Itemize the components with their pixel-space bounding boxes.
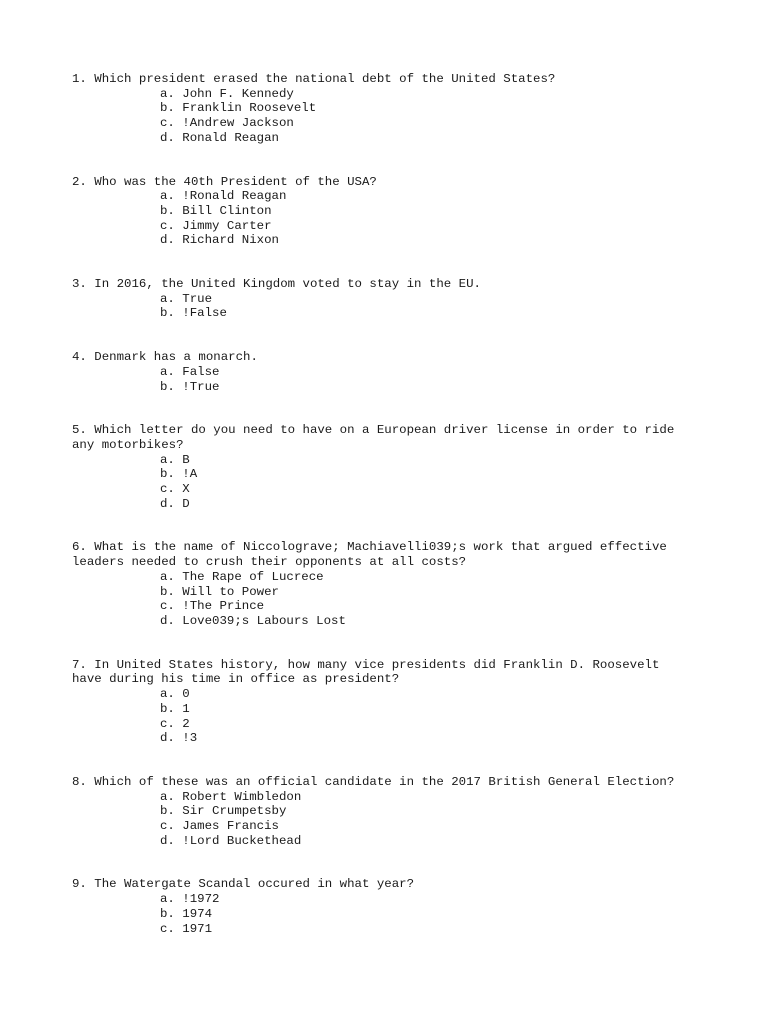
answer-option: a. !1972 (160, 892, 220, 907)
question-4 (72, 350, 692, 394)
answer-option: c. !Andrew Jackson (160, 116, 294, 131)
answer-options (72, 687, 692, 746)
answer-options (72, 570, 692, 629)
question-text: 3. In 2016, the United Kingdom voted to stay in the EU. (72, 277, 481, 292)
answer-options (72, 892, 692, 936)
answer-option: b. Sir Crumpetsby (160, 804, 287, 819)
answer-options (72, 292, 692, 321)
answer-option: d. !Lord Buckethead (160, 833, 302, 848)
question-6 (72, 540, 692, 628)
question-2 (72, 175, 692, 249)
answer-option: b. !False (160, 306, 227, 321)
answer-option: d. D (160, 496, 190, 511)
answer-option: b. Bill Clinton (160, 203, 272, 218)
question-7 (72, 658, 692, 746)
answer-option: a. False (160, 364, 220, 379)
answer-option: b. !True (160, 379, 220, 394)
quiz-document (72, 72, 692, 965)
question-text: 6. What is the name of Niccolograve; Machiavelli039;s work that argued effective leaders needed to crush their opponents at all costs? (72, 540, 675, 570)
question-3 (72, 277, 692, 321)
question-1 (72, 72, 692, 146)
question-5 (72, 423, 692, 511)
answer-option: c. Jimmy Carter (160, 218, 272, 233)
question-text: 7. In United States history, how many vice presidents did Franklin D. Roosevelt have during his time in office as president? (72, 657, 667, 687)
answer-option: a. John F. Kennedy (160, 86, 294, 101)
question-text: 8. Which of these was an official candidate in the 2017 British General Election? (72, 774, 675, 789)
answer-option: a. 0 (160, 687, 190, 702)
answer-option: d. Richard Nixon (160, 233, 279, 248)
answer-option: c. 2 (160, 716, 190, 731)
answer-option: b. Franklin Roosevelt (160, 101, 317, 116)
answer-option: d. Ronald Reagan (160, 130, 279, 145)
answer-option: a. The Rape of Lucrece (160, 569, 324, 584)
answer-option: a. B (160, 452, 190, 467)
answer-options (72, 790, 692, 849)
answer-option: c. James Francis (160, 819, 279, 834)
question-9 (72, 877, 692, 936)
question-8 (72, 775, 692, 849)
answer-options (72, 87, 692, 146)
question-text: 5. Which letter do you need to have on a European driver license in order to ride any motorbikes? (72, 423, 682, 452)
answer-option: a. True (160, 291, 213, 306)
answer-options (72, 189, 692, 248)
answer-options (72, 453, 692, 512)
answer-options (72, 365, 692, 394)
question-text: 1. Which president erased the national debt of the United States? (72, 72, 556, 86)
answer-option: b. !A (160, 467, 198, 482)
answer-option: c. !The Prince (160, 599, 265, 614)
answer-option: d. Love039;s Labours Lost (160, 613, 346, 628)
answer-option: b. 1 (160, 701, 190, 716)
question-text: 2. Who was the 40th President of the USA? (72, 174, 377, 189)
answer-option: c. X (160, 482, 190, 497)
answer-option: b. 1974 (160, 906, 213, 921)
answer-option: b. Will to Power (160, 584, 279, 599)
question-text: 4. Denmark has a monarch. (72, 350, 258, 365)
answer-option: d. !3 (160, 731, 198, 746)
question-text: 9. The Watergate Scandal occured in what year? (72, 877, 415, 892)
answer-option: a. !Ronald Reagan (160, 189, 287, 204)
answer-option: a. Robert Wimbledon (160, 789, 302, 804)
answer-option: c. 1971 (160, 921, 213, 936)
